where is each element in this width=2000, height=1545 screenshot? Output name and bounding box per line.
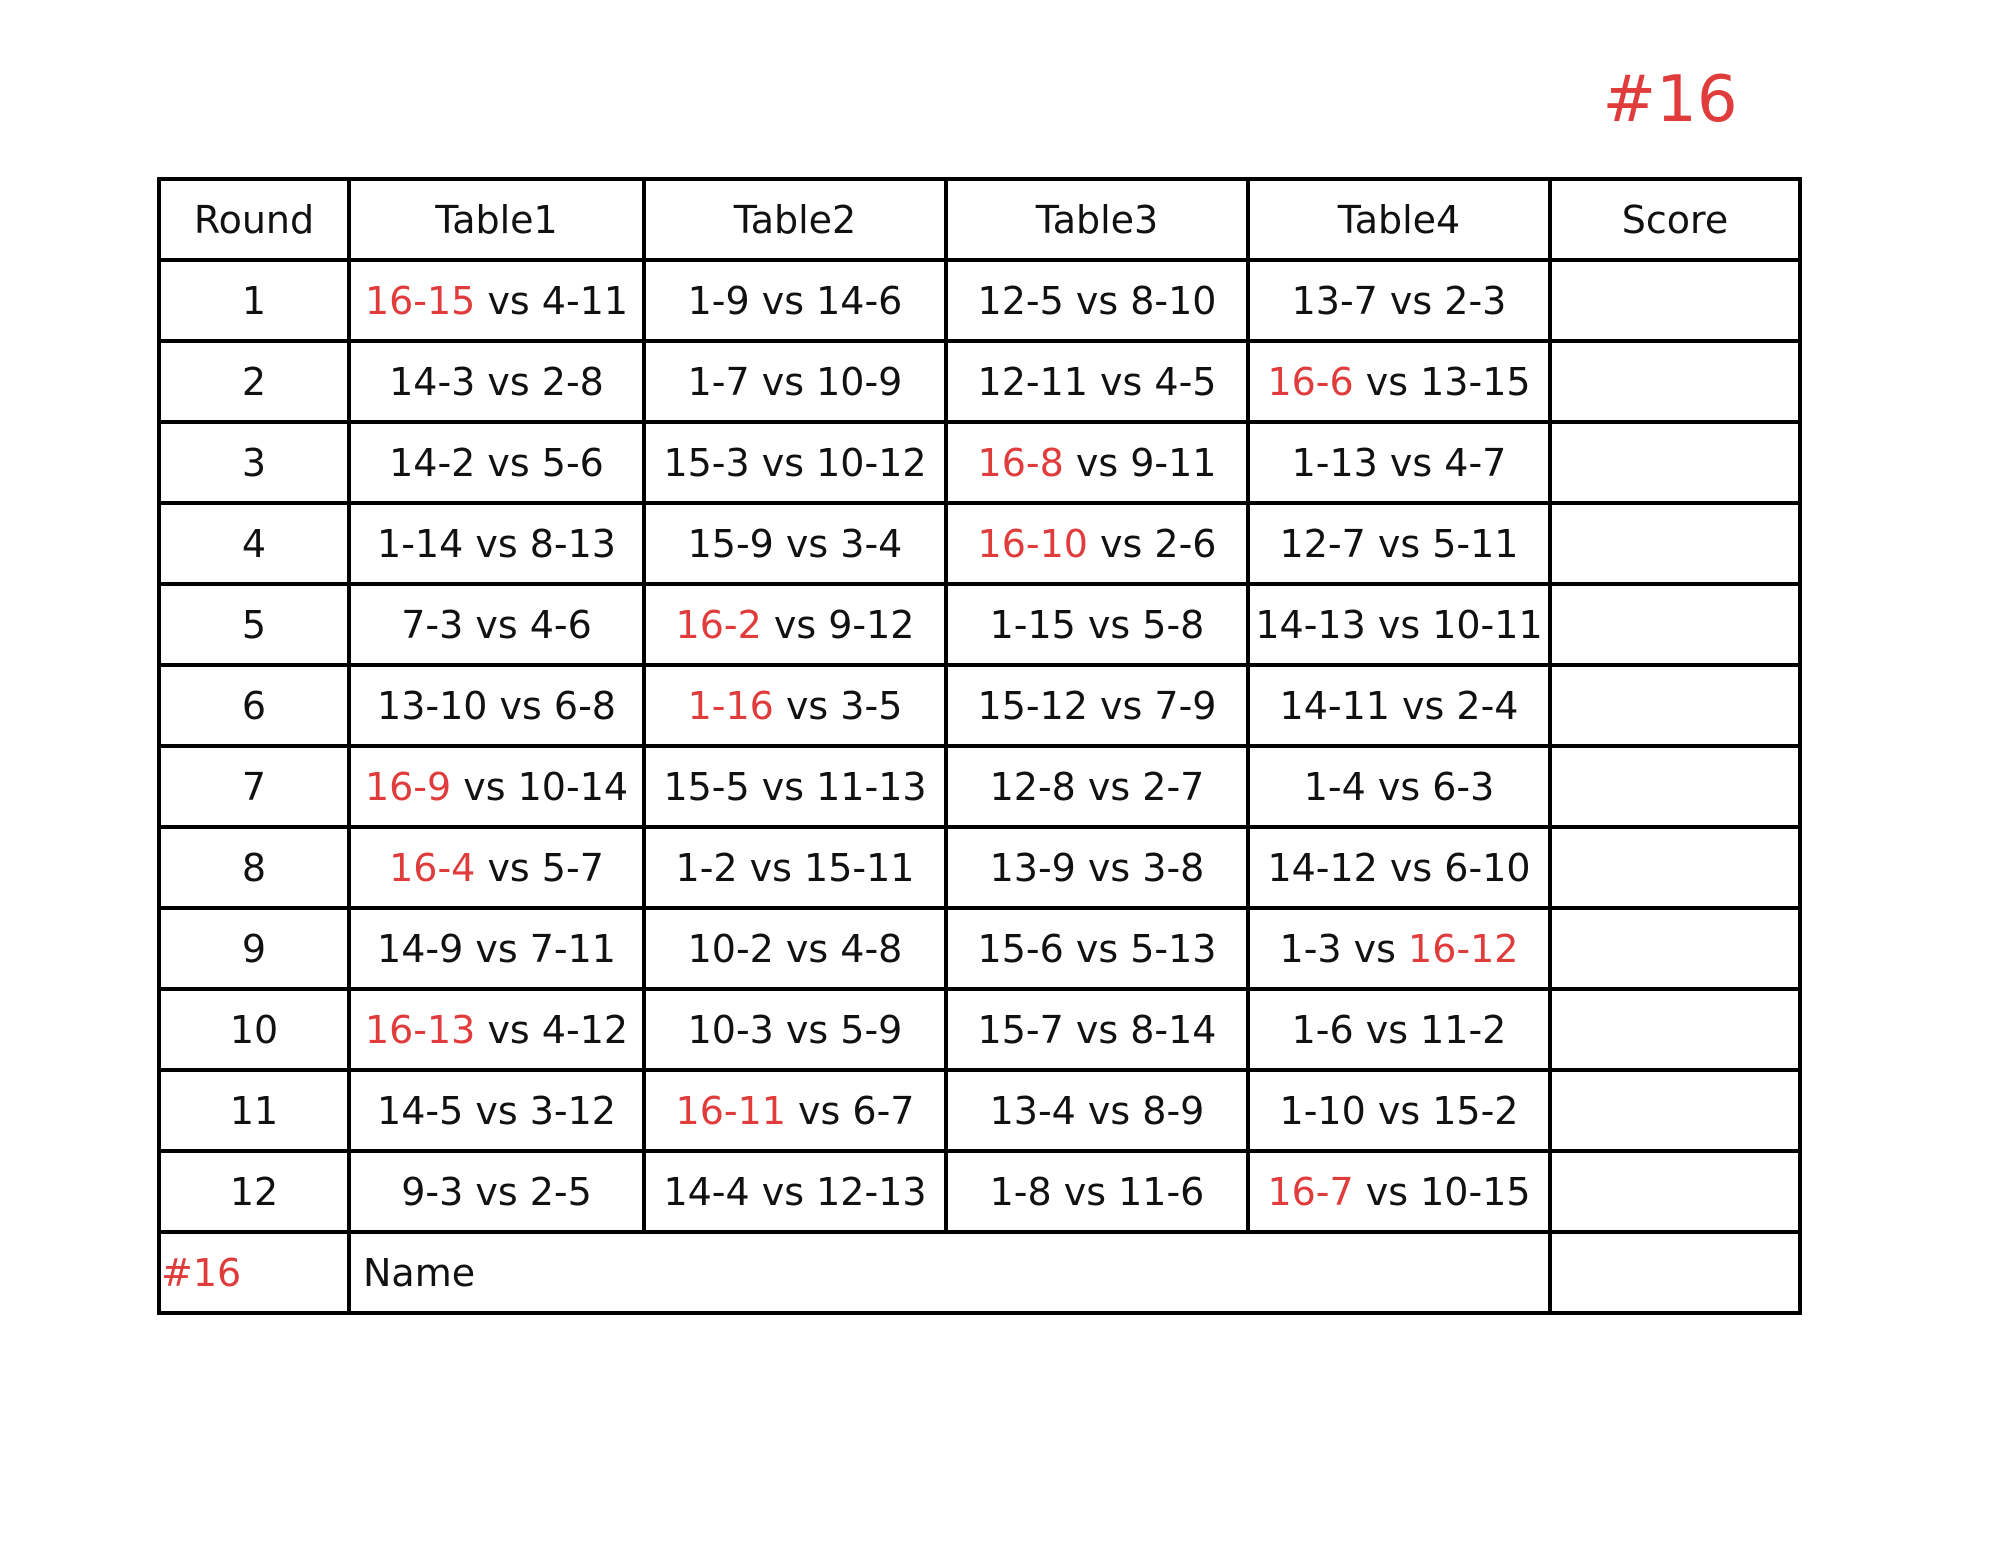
round-number: 8 [159, 827, 349, 908]
header-table3: Table3 [946, 179, 1248, 260]
score-cell[interactable] [1550, 827, 1800, 908]
match-text: 13-9 vs 3-8 [989, 845, 1205, 890]
header-score: Score [1550, 179, 1800, 260]
match-text: 15-6 vs 5-13 [977, 926, 1217, 971]
match-cell-table4 [1248, 584, 1550, 665]
highlighted-pair: 16-7 [1267, 1169, 1354, 1214]
highlighted-pair: 16-6 [1267, 359, 1354, 404]
round-number: 4 [159, 503, 349, 584]
match-cell-table3 [946, 422, 1248, 503]
match-cell-table1 [349, 341, 644, 422]
match-text: 10-3 vs 5-9 [687, 1007, 903, 1052]
score-cell[interactable] [1550, 665, 1800, 746]
highlighted-pair: 16-11 [675, 1088, 786, 1133]
match-text: 1-8 vs 11-6 [989, 1169, 1205, 1214]
match-cell-table2 [644, 746, 946, 827]
footer-row [159, 1232, 1800, 1313]
table-row [159, 827, 1800, 908]
highlighted-pair: 16-13 [364, 1007, 476, 1052]
match-text: 14-2 vs 5-6 [389, 440, 604, 485]
match-cell-table1 [349, 989, 644, 1070]
schedule-body [159, 260, 1800, 1232]
match-cell-table4 [1248, 260, 1550, 341]
match-cell-table3 [946, 1151, 1248, 1232]
match-cell-table4 [1248, 341, 1550, 422]
table-row [159, 1070, 1800, 1151]
match-cell-table4 [1248, 908, 1550, 989]
match-text: 1-14 vs 8-13 [377, 521, 616, 566]
match-cell-table3 [946, 827, 1248, 908]
match-cell-table2 [644, 1070, 946, 1151]
match-text: 12-11 vs 4-5 [977, 359, 1217, 404]
round-number: 12 [159, 1151, 349, 1232]
match-text: 14-11 vs 2-4 [1279, 683, 1519, 728]
match-text: 1-15 vs 5-8 [989, 602, 1205, 647]
match-text: 15-3 vs 10-12 [663, 440, 927, 485]
table-row [159, 341, 1800, 422]
match-cell-table2 [644, 260, 946, 341]
match-cell-table3 [946, 989, 1248, 1070]
match-text: 14-5 vs 3-12 [377, 1088, 616, 1133]
match-text: 1-3 vs [1279, 926, 1409, 971]
match-text: vs 3-5 [773, 683, 903, 728]
match-text: 15-7 vs 8-14 [977, 1007, 1217, 1052]
match-cell-table2 [644, 908, 946, 989]
match-text: 9-3 vs 2-5 [401, 1169, 592, 1214]
table-row [159, 422, 1800, 503]
round-number: 10 [159, 989, 349, 1070]
match-text: 15-5 vs 11-13 [663, 764, 927, 809]
match-text: vs 4-11 [475, 278, 629, 323]
match-cell-table2 [644, 503, 946, 584]
match-text: 14-13 vs 10-11 [1255, 602, 1543, 647]
highlighted-pair: 16-10 [977, 521, 1088, 566]
match-cell-table2 [644, 827, 946, 908]
round-schedule-table [157, 177, 1802, 1315]
score-cell[interactable] [1550, 341, 1800, 422]
table-row [159, 1151, 1800, 1232]
match-cell-table3 [946, 908, 1248, 989]
match-text: vs 4-12 [475, 1007, 629, 1052]
match-text: 14-4 vs 12-13 [663, 1169, 927, 1214]
match-cell-table2 [644, 584, 946, 665]
round-number: 5 [159, 584, 349, 665]
match-text: vs 2-6 [1087, 521, 1217, 566]
match-cell-table1 [349, 422, 644, 503]
match-text: 14-12 vs 6-10 [1267, 845, 1531, 890]
round-number: 9 [159, 908, 349, 989]
match-text: 10-2 vs 4-8 [687, 926, 903, 971]
match-cell-table2 [644, 422, 946, 503]
match-text: 7-3 vs 4-6 [401, 602, 592, 647]
match-cell-table1 [349, 503, 644, 584]
match-text: 14-9 vs 7-11 [377, 926, 616, 971]
match-text: 1-10 vs 15-2 [1279, 1088, 1519, 1133]
header-table1: Table1 [349, 179, 644, 260]
match-cell-table1 [349, 584, 644, 665]
round-number: 2 [159, 341, 349, 422]
round-number: 1 [159, 260, 349, 341]
header-round: Round [159, 179, 349, 260]
match-text: 14-3 vs 2-8 [389, 359, 604, 404]
match-text: vs 13-15 [1353, 359, 1531, 404]
round-number: 6 [159, 665, 349, 746]
match-cell-table4 [1248, 827, 1550, 908]
match-cell-table3 [946, 665, 1248, 746]
highlighted-pair: 16-2 [675, 602, 762, 647]
match-text: 1-13 vs 4-7 [1291, 440, 1507, 485]
match-cell-table3 [946, 584, 1248, 665]
match-cell-table1 [349, 1151, 644, 1232]
match-text: 1-7 vs 10-9 [687, 359, 903, 404]
table-row [159, 908, 1800, 989]
highlighted-pair: 1-16 [687, 683, 774, 728]
header-row [159, 179, 1800, 260]
footer-score-cell[interactable] [1550, 1232, 1800, 1313]
score-cell[interactable] [1550, 260, 1800, 341]
match-text: 15-9 vs 3-4 [687, 521, 903, 566]
match-cell-table3 [946, 1070, 1248, 1151]
match-cell-table2 [644, 989, 946, 1070]
match-cell-table1 [349, 1070, 644, 1151]
match-cell-table2 [644, 665, 946, 746]
match-cell-table4 [1248, 746, 1550, 827]
match-cell-table2 [644, 1151, 946, 1232]
match-text: 12-7 vs 5-11 [1279, 521, 1519, 566]
round-number: 3 [159, 422, 349, 503]
match-cell-table1 [349, 908, 644, 989]
match-cell-table4 [1248, 1151, 1550, 1232]
table-row [159, 503, 1800, 584]
score-cell[interactable] [1550, 1151, 1800, 1232]
match-cell-table4 [1248, 1070, 1550, 1151]
match-text: 13-10 vs 6-8 [377, 683, 616, 728]
table-row [159, 260, 1800, 341]
page-number: #16 [1602, 63, 1738, 137]
match-cell-table2 [644, 341, 946, 422]
match-text: 15-12 vs 7-9 [977, 683, 1217, 728]
match-cell-table1 [349, 260, 644, 341]
highlighted-pair: 16-15 [364, 278, 476, 323]
match-text: 12-5 vs 8-10 [977, 278, 1217, 323]
match-text: 13-7 vs 2-3 [1291, 278, 1507, 323]
table-row [159, 746, 1800, 827]
match-text: 1-9 vs 14-6 [687, 278, 903, 323]
score-cell[interactable] [1550, 584, 1800, 665]
score-cell[interactable] [1550, 503, 1800, 584]
match-text: 1-2 vs 15-11 [675, 845, 915, 890]
match-cell-table1 [349, 827, 644, 908]
match-text: 12-8 vs 2-7 [989, 764, 1205, 809]
match-text: vs 5-7 [475, 845, 604, 890]
score-cell[interactable] [1550, 1070, 1800, 1151]
round-number: 7 [159, 746, 349, 827]
table-row [159, 989, 1800, 1070]
match-text: vs 9-12 [761, 602, 915, 647]
match-cell-table3 [946, 260, 1248, 341]
match-cell-table4 [1248, 503, 1550, 584]
match-cell-table1 [349, 665, 644, 746]
header-table4: Table4 [1248, 179, 1550, 260]
match-cell-table4 [1248, 422, 1550, 503]
name-field[interactable]: Name [349, 1232, 1550, 1313]
match-text: 1-4 vs 6-3 [1303, 764, 1495, 809]
match-text: vs 6-7 [785, 1088, 915, 1133]
match-cell-table3 [946, 341, 1248, 422]
table-row [159, 665, 1800, 746]
highlighted-pair: 16-12 [1408, 926, 1519, 971]
match-text: 1-6 vs 11-2 [1291, 1007, 1507, 1052]
score-cell[interactable] [1550, 422, 1800, 503]
match-text: 13-4 vs 8-9 [989, 1088, 1205, 1133]
match-cell-table3 [946, 746, 1248, 827]
match-cell-table1 [349, 746, 644, 827]
highlighted-pair: 16-9 [364, 764, 452, 809]
highlighted-pair: 16-8 [977, 440, 1064, 485]
header-table2: Table2 [644, 179, 946, 260]
round-number: 11 [159, 1070, 349, 1151]
score-cell[interactable] [1550, 908, 1800, 989]
match-text: vs 10-15 [1353, 1169, 1531, 1214]
player-number-label: #16 [159, 1232, 349, 1313]
match-cell-table4 [1248, 665, 1550, 746]
table-row [159, 584, 1800, 665]
score-cell[interactable] [1550, 746, 1800, 827]
match-text: vs 9-11 [1063, 440, 1217, 485]
score-cell[interactable] [1550, 989, 1800, 1070]
match-text: vs 10-14 [451, 764, 629, 809]
highlighted-pair: 16-4 [389, 845, 476, 890]
match-cell-table3 [946, 503, 1248, 584]
match-cell-table4 [1248, 989, 1550, 1070]
